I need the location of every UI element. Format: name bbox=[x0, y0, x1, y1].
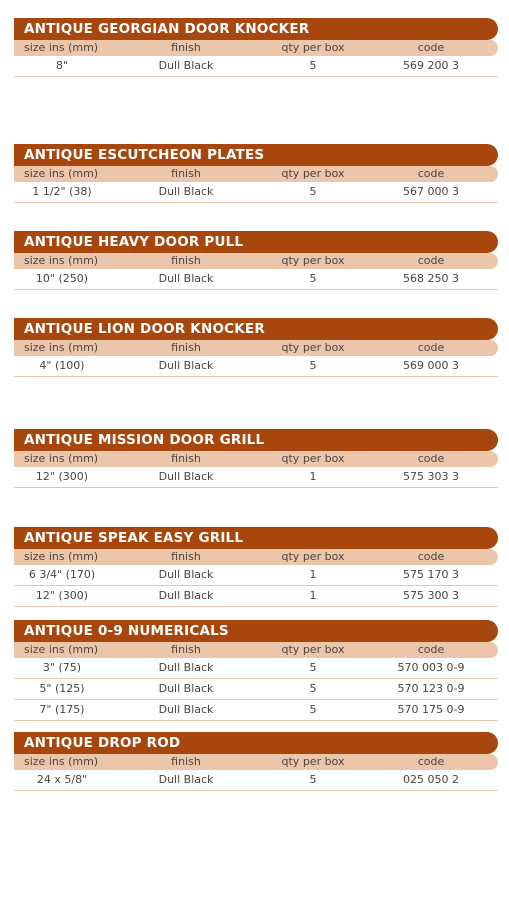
col-header-code: code bbox=[417, 643, 445, 656]
table-row bbox=[14, 679, 498, 700]
column-header-row bbox=[14, 754, 498, 770]
col-header-qty: qty per box bbox=[281, 41, 345, 54]
col-header-finish: finish bbox=[171, 167, 201, 180]
table-row bbox=[14, 658, 498, 679]
col-header-size: size ins (mm) bbox=[24, 755, 99, 768]
section-title: ANTIQUE ESCUTCHEON PLATES bbox=[14, 144, 498, 166]
col-header-finish: finish bbox=[171, 550, 201, 563]
table-row bbox=[14, 467, 498, 488]
col-header-size: size ins (mm) bbox=[24, 41, 99, 54]
col-header-code: code bbox=[417, 254, 445, 267]
col-header-code: code bbox=[417, 550, 445, 563]
col-header-code: code bbox=[417, 341, 445, 354]
cell-qty: 1 bbox=[309, 568, 317, 581]
cell-finish: Dull Black bbox=[158, 359, 214, 372]
cell-finish: Dull Black bbox=[158, 682, 214, 695]
cell-code: 575 300 3 bbox=[403, 589, 459, 602]
col-header-code: code bbox=[417, 41, 445, 54]
table-row bbox=[14, 269, 498, 290]
col-header-qty: qty per box bbox=[281, 755, 345, 768]
product-section bbox=[14, 318, 498, 377]
col-header-size: size ins (mm) bbox=[24, 550, 99, 563]
cell-qty: 5 bbox=[309, 272, 317, 285]
cell-finish: Dull Black bbox=[158, 589, 214, 602]
cell-size: 8" bbox=[55, 59, 69, 72]
table-row bbox=[14, 586, 498, 607]
cell-finish: Dull Black bbox=[158, 185, 214, 198]
section-title: ANTIQUE DROP ROD bbox=[14, 732, 498, 754]
cell-size: 5" (125) bbox=[39, 682, 85, 695]
section-title: ANTIQUE GEORGIAN DOOR KNOCKER bbox=[14, 18, 498, 40]
product-section bbox=[14, 527, 498, 607]
cell-size: 3" (75) bbox=[42, 661, 82, 674]
col-header-qty: qty per box bbox=[281, 254, 345, 267]
col-header-qty: qty per box bbox=[281, 643, 345, 656]
cell-qty: 5 bbox=[309, 773, 317, 786]
col-header-size: size ins (mm) bbox=[24, 643, 99, 656]
cell-qty: 5 bbox=[309, 59, 317, 72]
column-header-row bbox=[14, 253, 498, 269]
cell-size: 24 x 5/8" bbox=[36, 773, 88, 786]
column-header-row bbox=[14, 40, 498, 56]
cell-finish: Dull Black bbox=[158, 470, 214, 483]
cell-code: 575 303 3 bbox=[403, 470, 459, 483]
col-header-finish: finish bbox=[171, 41, 201, 54]
cell-finish: Dull Black bbox=[158, 661, 214, 674]
cell-size: 12" (300) bbox=[35, 589, 89, 602]
cell-size: 7" (175) bbox=[39, 703, 85, 716]
product-section bbox=[14, 620, 498, 721]
table-row bbox=[14, 182, 498, 203]
product-section bbox=[14, 18, 498, 77]
product-section bbox=[14, 231, 498, 290]
cell-code: 570 175 0-9 bbox=[397, 703, 465, 716]
product-section bbox=[14, 144, 498, 203]
column-header-row bbox=[14, 451, 498, 467]
section-title: ANTIQUE SPEAK EASY GRILL bbox=[14, 527, 498, 549]
col-header-code: code bbox=[417, 452, 445, 465]
column-header-row bbox=[14, 549, 498, 565]
col-header-qty: qty per box bbox=[281, 452, 345, 465]
cell-finish: Dull Black bbox=[158, 59, 214, 72]
cell-qty: 1 bbox=[309, 470, 317, 483]
cell-code: 569 000 3 bbox=[403, 359, 459, 372]
section-title: ANTIQUE LION DOOR KNOCKER bbox=[14, 318, 498, 340]
section-title: ANTIQUE MISSION DOOR GRILL bbox=[14, 429, 498, 451]
table-row bbox=[14, 56, 498, 77]
column-header-row bbox=[14, 642, 498, 658]
table-row bbox=[14, 356, 498, 377]
col-header-qty: qty per box bbox=[281, 341, 345, 354]
cell-code: 575 170 3 bbox=[403, 568, 459, 581]
column-header-row bbox=[14, 340, 498, 356]
section-title: ANTIQUE HEAVY DOOR PULL bbox=[14, 231, 498, 253]
col-header-qty: qty per box bbox=[281, 167, 345, 180]
col-header-qty: qty per box bbox=[281, 550, 345, 563]
cell-size: 4" (100) bbox=[39, 359, 85, 372]
cell-finish: Dull Black bbox=[158, 773, 214, 786]
cell-qty: 5 bbox=[309, 185, 317, 198]
cell-code: 568 250 3 bbox=[403, 272, 459, 285]
cell-qty: 5 bbox=[309, 703, 317, 716]
cell-code: 570 003 0-9 bbox=[397, 661, 465, 674]
cell-size: 6 3/4" (170) bbox=[28, 568, 96, 581]
section-title: ANTIQUE 0-9 NUMERICALS bbox=[14, 620, 498, 642]
product-section bbox=[14, 732, 498, 791]
col-header-size: size ins (mm) bbox=[24, 452, 99, 465]
table-row bbox=[14, 700, 498, 721]
cell-size: 1 1/2" (38) bbox=[32, 185, 92, 198]
cell-qty: 5 bbox=[309, 359, 317, 372]
cell-code: 567 000 3 bbox=[403, 185, 459, 198]
col-header-code: code bbox=[417, 167, 445, 180]
cell-size: 10" (250) bbox=[35, 272, 89, 285]
cell-code: 025 050 2 bbox=[403, 773, 459, 786]
column-header-row bbox=[14, 166, 498, 182]
cell-code: 570 123 0-9 bbox=[397, 682, 465, 695]
cell-qty: 1 bbox=[309, 589, 317, 602]
col-header-finish: finish bbox=[171, 341, 201, 354]
table-row bbox=[14, 565, 498, 586]
col-header-size: size ins (mm) bbox=[24, 254, 99, 267]
table-row bbox=[14, 770, 498, 791]
product-section bbox=[14, 429, 498, 488]
cell-finish: Dull Black bbox=[158, 568, 214, 581]
col-header-size: size ins (mm) bbox=[24, 341, 99, 354]
cell-qty: 5 bbox=[309, 682, 317, 695]
cell-finish: Dull Black bbox=[158, 272, 214, 285]
col-header-size: size ins (mm) bbox=[24, 167, 99, 180]
col-header-finish: finish bbox=[171, 452, 201, 465]
cell-code: 569 200 3 bbox=[403, 59, 459, 72]
col-header-finish: finish bbox=[171, 254, 201, 267]
col-header-finish: finish bbox=[171, 643, 201, 656]
col-header-code: code bbox=[417, 755, 445, 768]
cell-qty: 5 bbox=[309, 661, 317, 674]
col-header-finish: finish bbox=[171, 755, 201, 768]
cell-finish: Dull Black bbox=[158, 703, 214, 716]
cell-size: 12" (300) bbox=[35, 470, 89, 483]
